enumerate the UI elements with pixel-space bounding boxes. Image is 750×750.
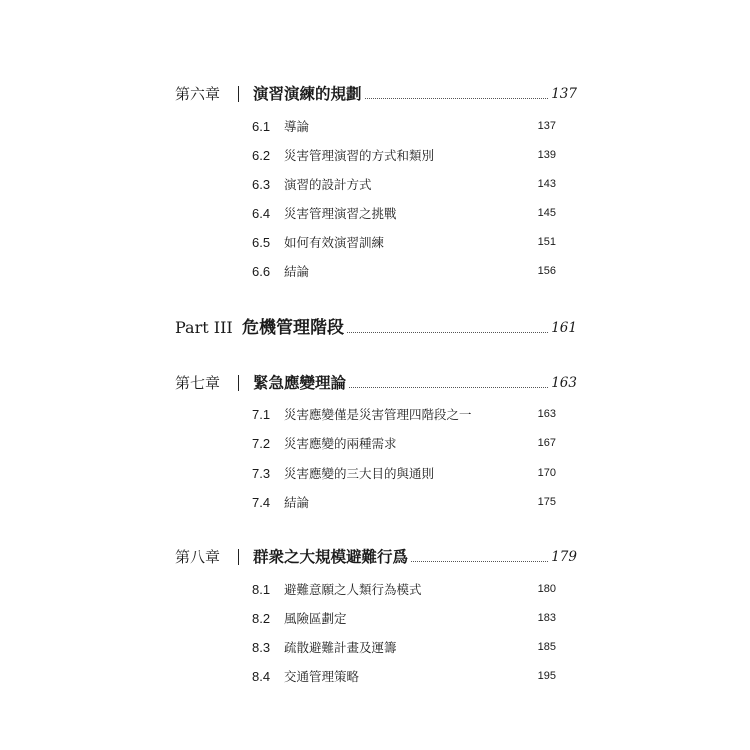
section-title: 結論 <box>284 495 310 510</box>
chapter-title: 群衆之大規模避難行爲 <box>253 547 409 566</box>
section-page-number: 156 <box>537 265 556 277</box>
section-page-number: 145 <box>537 207 556 219</box>
dot-leader <box>347 331 548 333</box>
section-title: 導論 <box>284 119 310 134</box>
section-entry <box>252 405 556 423</box>
section-page-number: 151 <box>537 236 556 248</box>
section-number: 6.1 <box>252 118 271 134</box>
section-page-number: 195 <box>537 670 556 682</box>
section-number: 7.2 <box>252 435 271 451</box>
chapter-title: 緊急應變理論 <box>253 373 347 392</box>
section-title: 如何有效演習訓練 <box>284 235 385 250</box>
chapter-heading <box>175 369 577 393</box>
part-title: 危機管理階段 <box>242 318 344 338</box>
section-number: 6.2 <box>252 147 271 163</box>
section-title: 災害應變僅是災害管理四階段之一 <box>284 407 472 422</box>
section-page-number: 185 <box>537 641 556 653</box>
chapter-separator <box>238 375 239 391</box>
chapter-page-number: 137 <box>551 86 577 102</box>
chapter-label: 第八章 <box>175 548 221 566</box>
chapter-label: 第七章 <box>175 374 221 392</box>
chapter-label: 第六章 <box>175 85 221 103</box>
section-number: 7.1 <box>252 406 271 422</box>
section-entry <box>252 204 556 222</box>
part-label: Part III <box>175 318 233 337</box>
chapter-title: 演習演練的規劃 <box>253 84 362 103</box>
section-number: 6.3 <box>252 176 271 192</box>
section-entry <box>252 667 556 685</box>
section-page-number: 183 <box>537 612 556 624</box>
section-number: 8.4 <box>252 668 271 684</box>
section-page-number: 163 <box>537 408 556 420</box>
section-number: 7.4 <box>252 494 271 510</box>
chapter-separator <box>238 549 239 565</box>
section-number: 6.4 <box>252 205 271 221</box>
section-title: 災害應變的三大目的與通則 <box>284 466 435 481</box>
section-entry <box>252 146 556 164</box>
dot-leader <box>365 97 549 99</box>
chapter-page-number: 163 <box>551 375 577 391</box>
chapter-page-number: 179 <box>551 549 577 565</box>
section-number: 8.2 <box>252 610 271 626</box>
dot-leader <box>411 560 548 562</box>
section-entry <box>252 233 556 251</box>
section-number: 6.6 <box>252 263 271 279</box>
section-number: 6.5 <box>252 234 271 250</box>
section-entry <box>252 175 556 193</box>
section-entry <box>252 117 556 135</box>
chapter-separator <box>238 86 239 102</box>
section-title: 交通管理策略 <box>284 669 360 684</box>
section-page-number: 167 <box>537 437 556 449</box>
section-entry <box>252 262 556 280</box>
section-number: 8.1 <box>252 581 271 597</box>
section-page-number: 180 <box>537 583 556 595</box>
part-page-number: 161 <box>551 320 577 336</box>
section-title: 災害管理演習的方式和類別 <box>284 148 435 163</box>
section-title: 災害管理演習之挑戰 <box>284 206 397 221</box>
section-title: 風險區劃定 <box>284 611 347 626</box>
section-entry <box>252 580 556 598</box>
section-title: 避難意願之人類行為模式 <box>284 582 422 597</box>
section-page-number: 170 <box>537 467 556 479</box>
chapter-heading <box>175 80 577 104</box>
section-title: 結論 <box>284 264 310 279</box>
section-page-number: 137 <box>537 120 556 132</box>
section-number: 8.3 <box>252 639 271 655</box>
section-entry <box>252 638 556 656</box>
section-page-number: 175 <box>537 496 556 508</box>
chapter-heading <box>175 543 577 567</box>
section-page-number: 139 <box>537 149 556 161</box>
section-entry <box>252 464 556 482</box>
section-title: 演習的設計方式 <box>284 177 372 192</box>
section-entry <box>252 493 556 511</box>
section-number: 7.3 <box>252 465 271 481</box>
dot-leader <box>349 386 548 388</box>
section-entry <box>252 434 556 452</box>
section-page-number: 143 <box>537 178 556 190</box>
section-title: 災害應變的兩種需求 <box>284 436 397 451</box>
section-title: 疏散避難計畫及運籌 <box>284 640 397 655</box>
section-entry <box>252 609 556 627</box>
part-heading <box>175 314 577 338</box>
